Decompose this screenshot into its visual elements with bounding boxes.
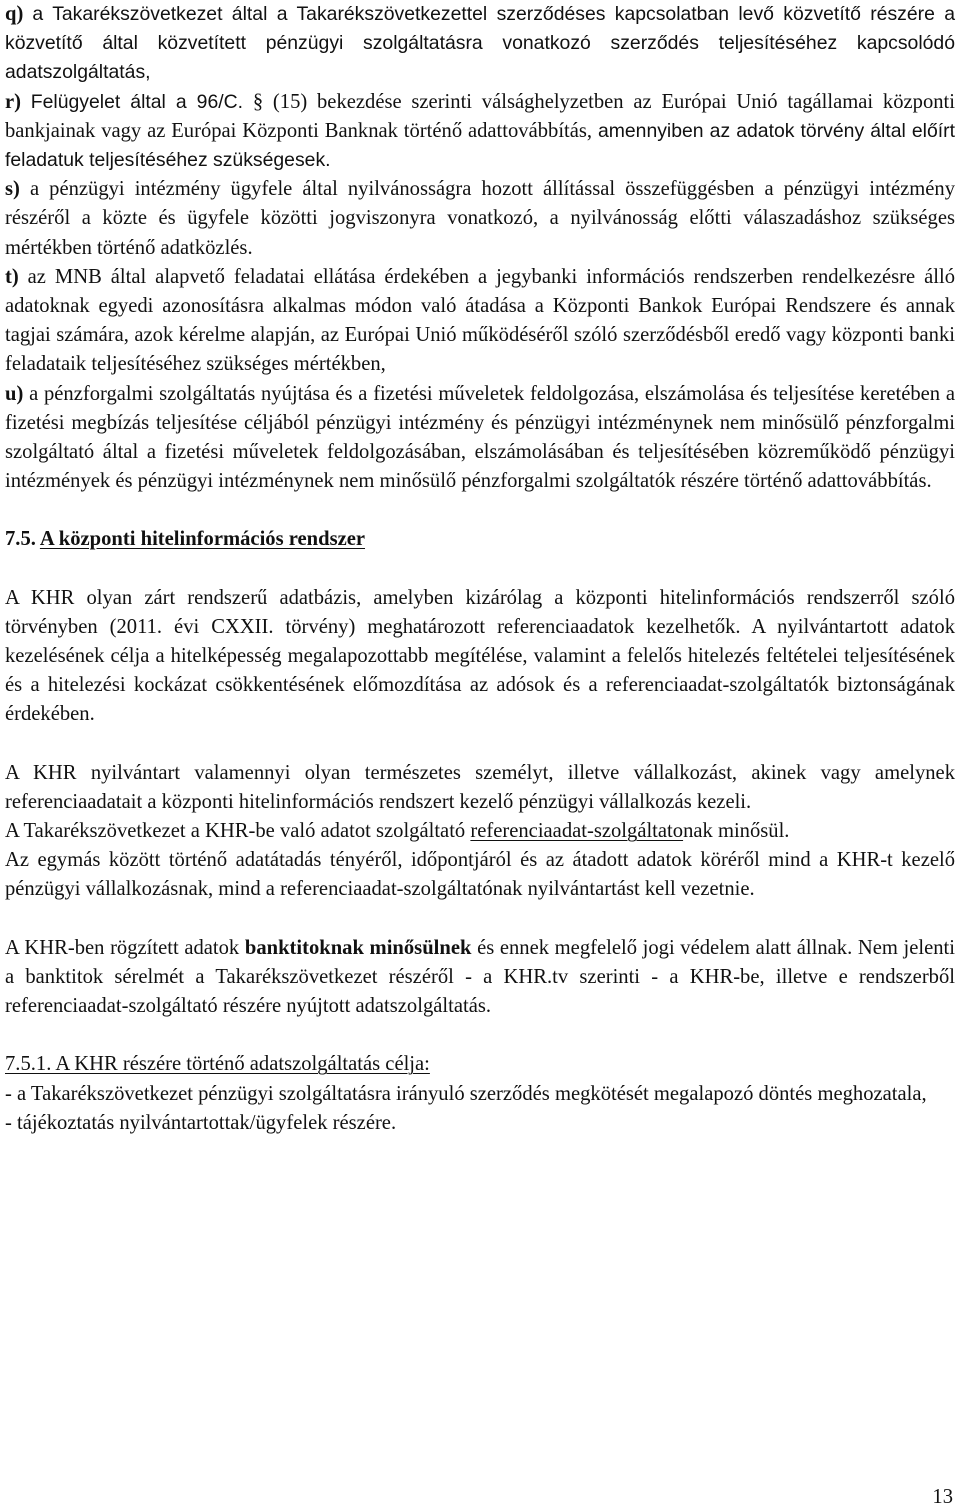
- page-number: 13: [932, 1486, 953, 1508]
- item-u-text: a pénzforgalmi szolgáltatás nyújtása és a fizetési műveletek feldolgozása, elszámolása és teljesítése keretében a fizetési megbízás teljesítése céljából pénzügyi intézmény és pénzügyi intézménynek nem minősülő pénzforgalmi szolgáltató által a fizetési műveletek feldolgozásában, elszámolásában és teljesítésében közreműködő pénzügyi intézmények és pénzügyi intézménynek nem minősülő pénzforgalmi szolgáltatók részére történő adattovábbítás.: [5, 382, 955, 493]
- paragraph-khr-definition: A KHR olyan zárt rendszerű adatbázis, amelyben kizárólag a központi hitelinformációs rendszerről szóló törvényben (2011. évi CXXII. törvény) meghatározott referenciaadatok kezelhetők. A nyilvántartott adatok kezelésének célja a hitelképesség megalapozottabb megítélése, valamint a felelős hitelezés feltételei teljesítésének és a hitelezési kockázat csökkentésének előmozdítása az adósok és a referenciaadat-szolgáltatók biztonságának érdekében.: [5, 586, 955, 726]
- item-u-marker: u): [5, 382, 24, 405]
- item-r: [5, 88, 955, 176]
- item-t: [5, 263, 955, 380]
- paragraph-records: Az egymás között történő adatátadás tényéről, időpontjáról és az átadott adatok köréről mind a KHR-t kezelő pénzügyi vállalkozásnak, mind a referenciaadat-szolgáltatónak nyilvántartást kell vezetnie.: [5, 849, 955, 901]
- item-q: [5, 0, 955, 88]
- item-r-marker: r): [5, 90, 21, 113]
- section-number: 7.5.: [5, 528, 36, 551]
- paragraph-bank-secret: [5, 934, 955, 1022]
- subsection-heading: [5, 1050, 955, 1079]
- subsection-title: 7.5.1. A KHR részére történő adatszolgáltatás célja:: [5, 1053, 430, 1076]
- item-q-marker: q): [5, 3, 24, 25]
- item-s-text: a pénzügyi intézmény ügyfele által nyilvánosságra hozott állítással összefüggésben a pénzügyi intézmény részéről a közte és ügyfele közötti jogviszonyra vonatkozó, a nyilvánosság előtti válaszadáshoz szükséges mértékben történő adatközlés.: [5, 178, 955, 259]
- bullet-item: - a Takarékszövetkezet pénzügyi szolgáltatásra irányuló szerződés megkötését megalapozó döntés meghozatala,: [5, 1082, 927, 1105]
- section-title: A központi hitelinformációs rendszer: [39, 528, 366, 551]
- item-t-text: az MNB által alapvető feladatai ellátása érdekében a jegybanki információs rendszerben rendelkezésre álló adatoknak egyedi azonosításra alkalmas módon való átadása a Központi Bankok Európai Rendszere és annak tagjai számára, azok kérelme alapján, az Európai Unió működéséről szóló szerződésből eredő vagy központi banki feladataik teljesítéséhez szükséges mértékben,: [5, 265, 955, 376]
- paragraph-provider-text: A Takarékszövetkezet a KHR-be való adatot szolgáltató: [5, 820, 466, 843]
- item-s: [5, 175, 955, 263]
- item-s-marker: s): [5, 178, 20, 201]
- paragraph-provider-tail: nak minősül.: [683, 820, 790, 843]
- item-q-text: a Takarékszövetkezet által a Takarékszövetkezettel szerződéses kapcsolatban levő közvetítő részére a közvetítő által közvetített pénzügyi szolgáltatásra vonatkozó szerződés teljesítéséhez kapcsolódó adatszolgáltatás,: [5, 3, 955, 84]
- item-t-marker: t): [5, 265, 19, 288]
- item-u: [5, 380, 955, 497]
- paragraph-bank-secret-text: A KHR-ben rögzített adatok: [5, 936, 240, 959]
- item-r-text-arial: Felügyelet által a 96/C.: [30, 90, 244, 113]
- item-r-text-tail: amennyiben az adatok törvény által előírt feladatuk teljesítéséhez szükségesek.: [5, 119, 955, 172]
- paragraph-provider: [5, 817, 955, 846]
- referenciaadat-link[interactable]: referenciaadat-szolgáltato: [470, 820, 684, 843]
- bullet-item: - tájékoztatás nyilvántartottak/ügyfelek részére.: [5, 1111, 397, 1134]
- item-r-text: § (15) bekezdése szerinti válsághelyzetben az Európai Unió tagállamai központi bankjainak vagy az Európai Központi Banknak történő adattovábbítás,: [5, 90, 956, 142]
- bank-secret-emphasis: banktitoknak minősülnek: [244, 936, 472, 959]
- document-page: [5, 0, 955, 1138]
- paragraph-bank-secret-tail: és ennek megfelelő jogi védelem alatt állnak. Nem jelenti a banktitok sérelmét a Takarékszövetkezet részéről - a KHR.tv szerinti - a KHR-be, illetve e rendszerből referenciaadat-szolgáltató részére nyújtott adatszolgáltatás.: [5, 936, 955, 1018]
- section-heading: [5, 525, 955, 554]
- paragraph-khr-register: A KHR nyilvántart valamennyi olyan természetes személyt, illetve vállalkozást, akinek vagy amelynek referenciaadatait a központi hitelinformációs rendszert kezelő pénzügyi vállalkozás kezeli.: [5, 761, 955, 813]
